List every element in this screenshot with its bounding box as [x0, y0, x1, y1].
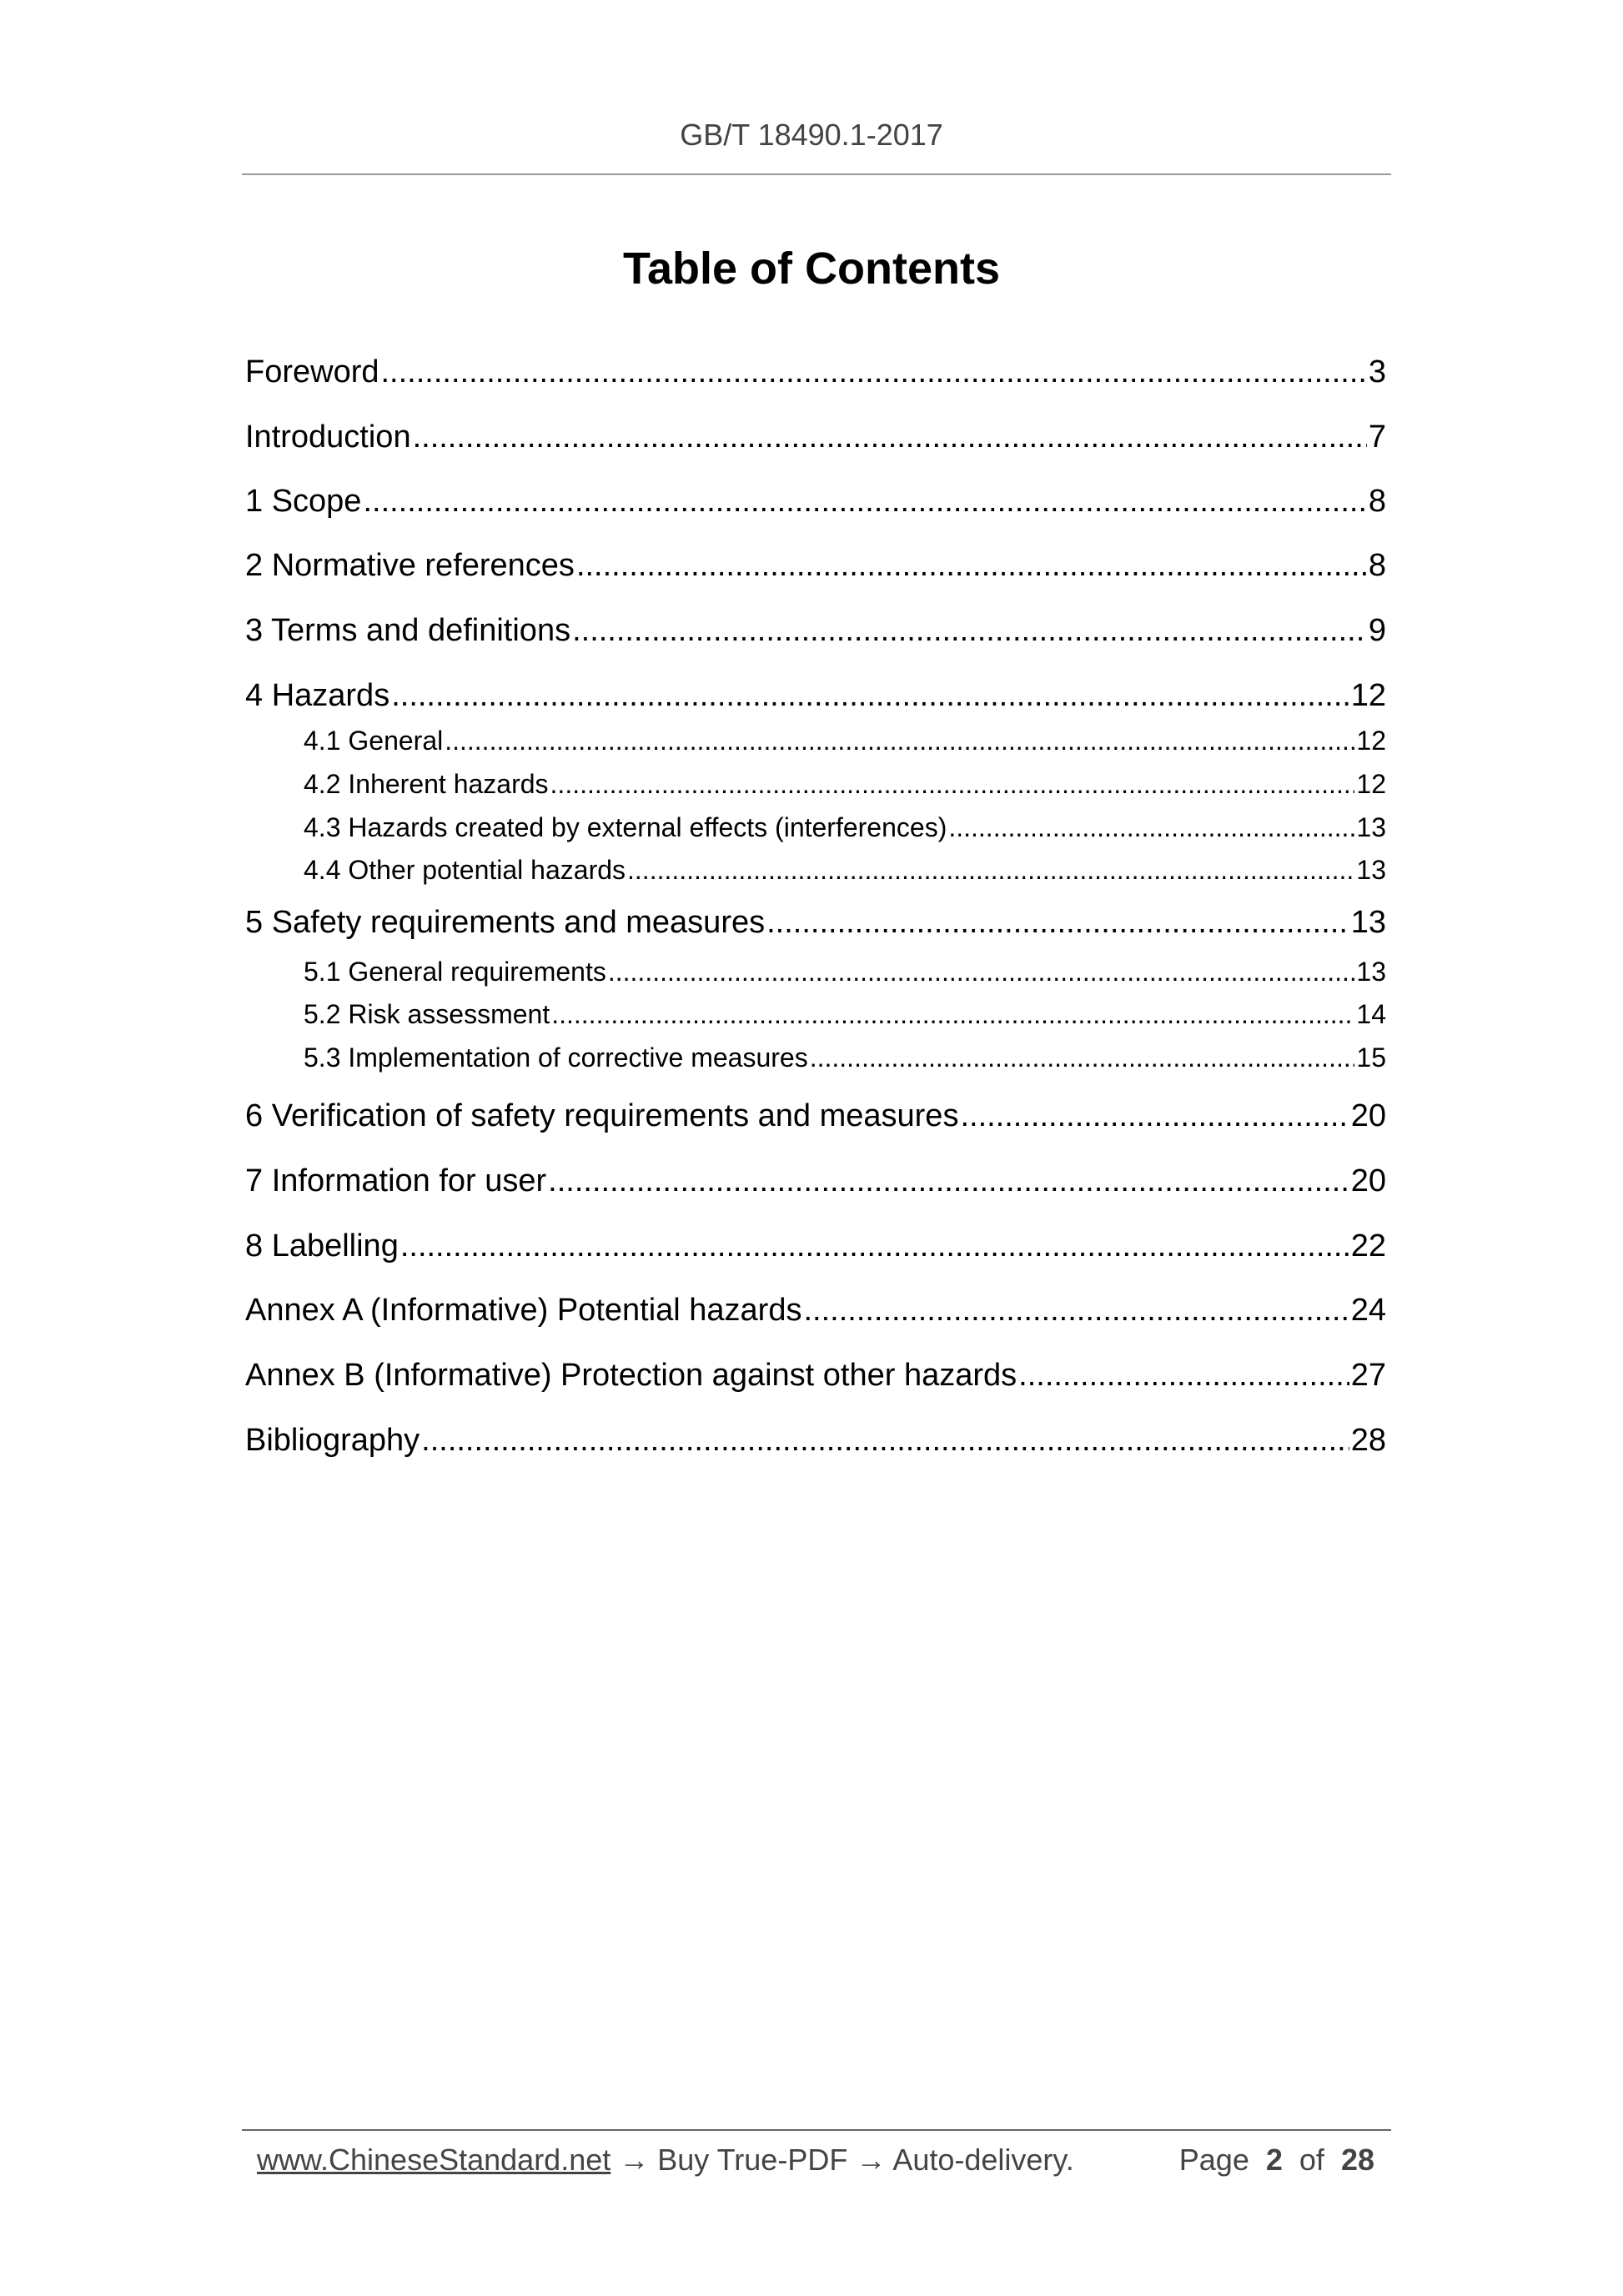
toc-entry-label: 2 Normative references — [245, 548, 575, 583]
toc-entry[interactable] — [245, 1423, 1386, 1459]
header-divider — [242, 173, 1391, 175]
toc-entry[interactable] — [304, 812, 1386, 843]
toc-entry-page: 13 — [1356, 855, 1386, 885]
toc-entry-label: Foreword — [245, 354, 379, 389]
toc-entry-label: 5.2 Risk assessment — [304, 999, 550, 1029]
toc-entry-label: Annex A (Informative) Potential hazards — [245, 1293, 802, 1328]
toc-entry-label: Annex B (Informative) Protection against other hazards — [245, 1358, 1018, 1393]
toc-entry-page: 13 — [1350, 905, 1386, 940]
toc-entry-label: 4.3 Hazards created by external effects (interferences) — [304, 812, 947, 842]
toc-dot-leader — [766, 905, 1349, 941]
toc-entry-page: 3 — [1368, 354, 1386, 389]
toc-entry-page: 12 — [1356, 726, 1386, 756]
toc-entry-page: 22 — [1350, 1228, 1386, 1264]
toc-entry[interactable] — [245, 484, 1386, 520]
toc-entry-page: 8 — [1368, 484, 1386, 519]
toc-entry-label: Introduction — [245, 420, 411, 455]
toc-entry-label: 5.3 Implementation of corrective measures — [304, 1042, 808, 1073]
toc-entry-page: 13 — [1356, 812, 1386, 842]
toc-entry-page: 28 — [1350, 1423, 1386, 1458]
toc-entry[interactable] — [245, 1358, 1386, 1394]
toc-entry-label: 4 Hazards — [245, 678, 390, 713]
toc-dot-leader — [391, 678, 1349, 714]
toc-entry-page: 8 — [1368, 548, 1386, 583]
toc-entry-label: 5 Safety requirements and measures — [245, 905, 766, 940]
toc-entry-label: 4.1 General — [304, 726, 444, 756]
toc-dot-leader — [548, 1163, 1349, 1199]
toc-entry-label: 7 Information for user — [245, 1163, 547, 1198]
toc-entry[interactable] — [304, 999, 1386, 1030]
toc-dot-leader — [572, 613, 1367, 649]
footer-tagline: → Buy True-PDF → Auto-delivery. — [611, 2143, 1074, 2177]
toc-entry-page: 14 — [1356, 999, 1386, 1029]
page-footer — [242, 2135, 1391, 2185]
toc-dot-leader — [810, 1042, 1355, 1073]
toc-entry-label: 4.2 Inherent hazards — [304, 769, 549, 799]
toc-entry[interactable] — [245, 1228, 1386, 1264]
toc-entry-page: 9 — [1368, 613, 1386, 648]
toc-dot-leader — [550, 769, 1355, 800]
toc-entry-page: 24 — [1350, 1293, 1386, 1328]
footer-divider — [242, 2129, 1391, 2131]
of-word: of — [1299, 2143, 1324, 2177]
toc-entry-page: 12 — [1350, 678, 1386, 713]
toc-dot-leader — [803, 1293, 1349, 1329]
toc-entry-page: 13 — [1356, 957, 1386, 987]
page-title: Table of Contents — [623, 244, 1000, 294]
document-code: GB/T 18490.1-2017 — [680, 118, 943, 152]
toc-dot-leader — [445, 726, 1354, 756]
toc-dot-leader — [960, 1098, 1349, 1134]
toc-entry[interactable] — [245, 905, 1386, 941]
toc-entry-page: 12 — [1356, 769, 1386, 799]
toc-entry-label: 5.1 General requirements — [304, 957, 606, 987]
toc-entry[interactable] — [245, 678, 1386, 714]
toc-dot-leader — [363, 484, 1366, 520]
toc-entry[interactable] — [245, 548, 1386, 584]
toc-dot-leader — [576, 548, 1367, 584]
toc-dot-leader — [400, 1228, 1349, 1264]
toc-entry-label: 1 Scope — [245, 484, 362, 519]
toc-dot-leader — [381, 354, 1367, 390]
toc-entry[interactable] — [245, 1163, 1386, 1199]
toc-dot-leader — [421, 1423, 1349, 1459]
toc-entry[interactable] — [304, 855, 1386, 886]
toc-entry[interactable] — [304, 726, 1386, 756]
page-number — [1179, 2135, 1374, 2185]
toc-entry-page: 20 — [1350, 1098, 1386, 1133]
toc-entry-page: 7 — [1368, 420, 1386, 455]
toc-entry-page: 15 — [1356, 1042, 1386, 1073]
toc-dot-leader — [948, 812, 1354, 843]
toc-entry-page: 20 — [1350, 1163, 1386, 1198]
toc-entry[interactable] — [304, 957, 1386, 987]
toc-entry[interactable] — [245, 1293, 1386, 1329]
page-total: 28 — [1340, 2143, 1374, 2177]
toc-dot-leader — [627, 855, 1354, 886]
footer-promo — [257, 2135, 1074, 2185]
toc-entry[interactable] — [245, 613, 1386, 649]
toc-entry[interactable] — [304, 769, 1386, 800]
toc-dot-leader — [1018, 1358, 1349, 1394]
toc-entry-label: 6 Verification of safety requirements and measures — [245, 1098, 959, 1133]
toc-entry-label: 4.4 Other potential hazards — [304, 855, 626, 885]
toc-entry-page: 27 — [1350, 1358, 1386, 1393]
toc-entry[interactable] — [245, 354, 1386, 390]
toc-entry[interactable] — [304, 1042, 1386, 1073]
toc-entry-label: 8 Labelling — [245, 1228, 399, 1264]
page-current: 2 — [1265, 2143, 1283, 2177]
site-link[interactable]: www.ChineseStandard.net — [257, 2143, 611, 2177]
toc-dot-leader — [551, 999, 1354, 1030]
page-word: Page — [1178, 2143, 1249, 2177]
toc-dot-leader — [608, 957, 1355, 987]
toc-entry[interactable] — [245, 420, 1386, 455]
toc-entry[interactable] — [245, 1098, 1386, 1134]
toc-dot-leader — [413, 420, 1367, 455]
toc-entry-label: 3 Terms and definitions — [245, 613, 571, 648]
toc-entry-label: Bibliography — [245, 1423, 420, 1458]
